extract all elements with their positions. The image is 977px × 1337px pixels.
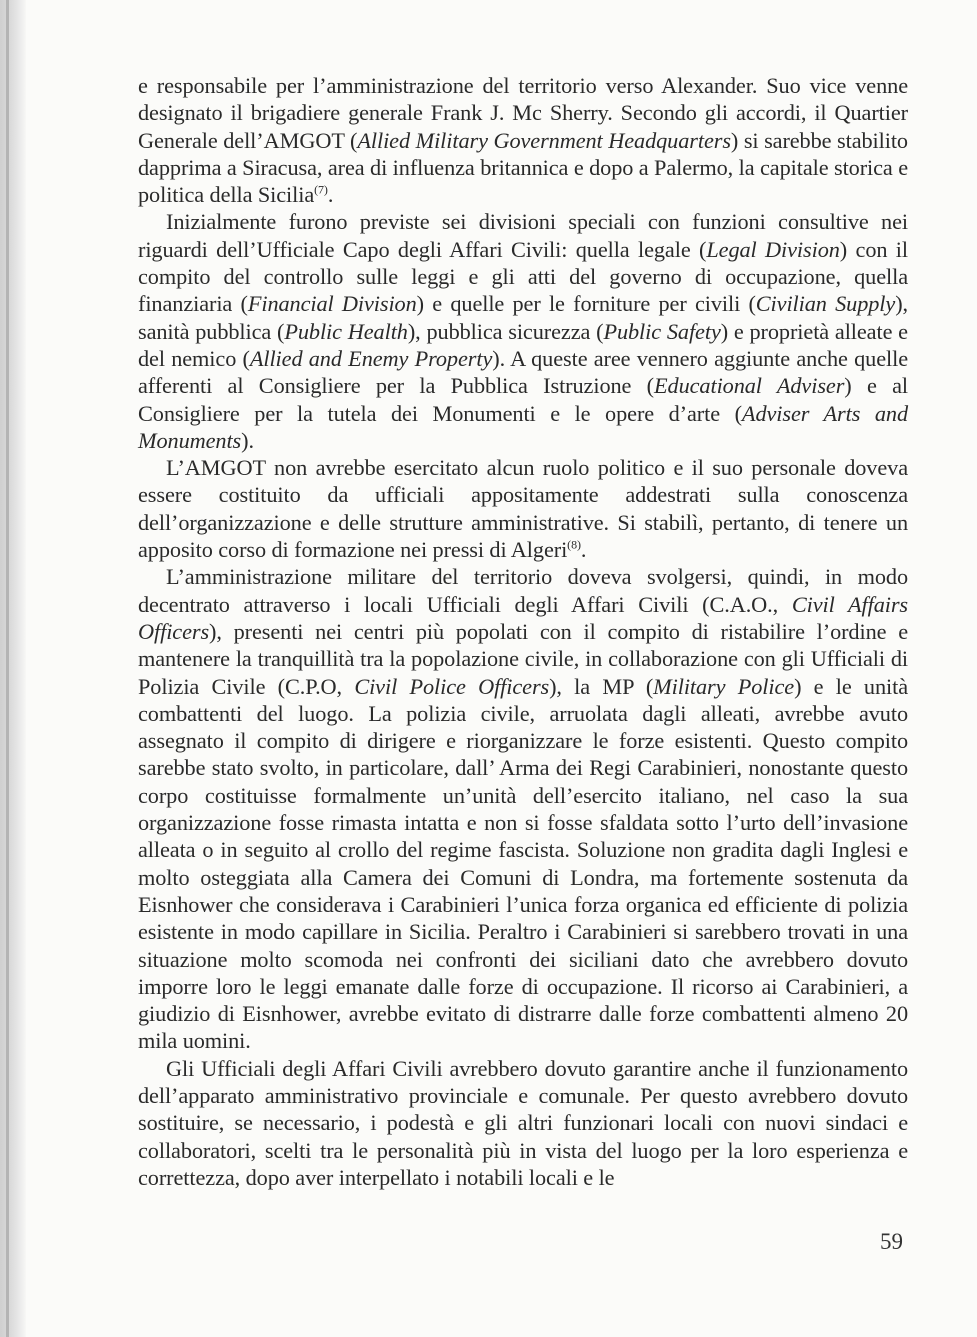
text-run: Gli Ufficiali degli Affari Civili avrebbero dovuto garantire anche il funzionamento dell’apparato amministrativo provinciale e comunale. Per questo avrebbero dovuto sostituire, se necessario, i podestà e gli altri funzionari locali con nuovi sindaci e collaboratori, scelti tra le personalità più in vista del luogo per la loro esperienza e correttezza, dopo aver interpellato i notabili locali e le (138, 1055, 908, 1190)
book-binding-shadow (0, 0, 26, 1337)
paragraph-1 (138, 72, 908, 208)
text-run: L’AMGOT non avrebbe esercitato alcun ruolo politico e il suo personale doveva essere costituito da ufficiali appositamente addestrati sulla conoscenza dell’organizzazione e delle strutture amministrative. Si stabilì, pertanto, di tenere un apposito corso di formazione nei pressi di Algeri (138, 455, 908, 563)
text-run: ) con il compito del controllo sulle leggi e gli atti del governo di occupazione, quella finanziaria ( (138, 236, 908, 317)
text-run: ). (241, 427, 254, 453)
italic-term: Public Health (284, 318, 408, 344)
page-number: 59 (880, 1229, 903, 1254)
italic-term: Allied Military Government Headquarters (357, 127, 731, 153)
text-run: ), sanità pubblica ( (138, 291, 908, 344)
text-run: ) si sarebbe stabilito dapprima a Siracusa, area di influenza britannica e dopo a Palermo, la capitale storica e politica della Sicilia (138, 127, 908, 208)
italic-term: Civil Police Officers (354, 673, 550, 699)
footnote-ref: (7) (314, 182, 328, 197)
italic-term: Allied and Enemy Property (249, 345, 493, 371)
paragraph-3 (138, 454, 908, 563)
text-run: e responsabile per l’amministrazione del territorio verso Alexander. Suo vice venne designato il brigadiere generale Frank J. Mc Sherry. Secondo gli accordi, il Quartier Generale dell’AMGOT ( (138, 73, 908, 153)
paragraph-4 (138, 563, 908, 1054)
italic-term: Public Safety (603, 318, 721, 344)
text-run: ) e proprietà alleate e del nemico ( (138, 318, 908, 371)
paragraph-5 (138, 1055, 908, 1191)
italic-term: Financial Division (247, 291, 417, 317)
text-run: . (580, 537, 587, 563)
text-run: ) e le unità combattenti del luogo. La polizia civile, arruolata dagli alleati, avrebbe avuto assegnato il compito di dirigere e riorganizzare le forze esistenti. Questo compito sarebbe stato svolto, in particolare, dall’ Arma dei Regi Carabinieri, nonostante questo corpo costituisse formalmente un’unità dell’esercito italiano, nel caso la sua organizzazione fosse rimasta intatta e non si fosse sfaldata sotto l’urto dell’invasione alleata o in seguito al crollo del regime fascista. Soluzione non gradita dagli Inglesi e molto osteggiata alla Camera dei Comuni di Londra, ma fortemente sostenuta da Eisnhower che considerava i Carabinieri l’unica forza organica ed efficiente di polizia esistente in modo capillare in Sicilia. Peraltro i Carabinieri si sarebbero trovati in una situazione molto scomoda nei confronti dei siciliani dato che avrebbero dovuto imporre loro le leggi emanate dalle forze di occupazione. Il ricorso ai Carabinieri, a giudizio di Eisnhower, avrebbe evitato di distrarre dalle forze combattenti almeno 20 mila uomini. (138, 673, 908, 1054)
page-body-text (138, 72, 908, 1191)
text-run: ), la MP ( (549, 673, 654, 699)
italic-term: Adviser Arts and Monuments (138, 400, 908, 453)
text-run: Inizialmente furono previste sei divisioni speciali con funzioni consultive nei riguardi dell’Ufficiale Capo degli Affari Civili: quella legale ( (138, 209, 908, 262)
footnote-ref: (8) (567, 537, 581, 552)
text-run: ). A queste aree vennero aggiunte anche quelle afferenti al Consigliere per la Pubblica Istruzione ( (138, 345, 908, 399)
text-run: . (327, 182, 334, 208)
binding-edge-line (6, 0, 9, 1337)
italic-term: Military Police (653, 673, 795, 699)
italic-term: Civilian Supply (755, 291, 896, 317)
italic-term: Educational Adviser (654, 373, 845, 399)
text-run: ) e al Consigliere per la tutela dei Monumenti e le opere d’arte ( (138, 373, 908, 426)
italic-term: Civil Affairs Officers (138, 591, 908, 644)
text-run: ), presenti nei centri più popolati con il compito di ristabilire l’ordine e mantenere la tranquillità tra la popolazione civile, in collaborazione con gli Ufficiali di Polizia Civile (C.P.O, (138, 618, 908, 699)
italic-term: Legal Division (706, 236, 840, 262)
text-run: ) e quelle per le forniture per civili ( (416, 291, 756, 317)
paragraph-2 (138, 208, 908, 454)
text-run: L’amministrazione militare del territorio doveva svolgersi, quindi, in modo decentrato attraverso i locali Ufficiali degli Affari Civili (C.A.O., (138, 564, 908, 617)
text-run: ), pubblica sicurezza ( (407, 318, 604, 344)
